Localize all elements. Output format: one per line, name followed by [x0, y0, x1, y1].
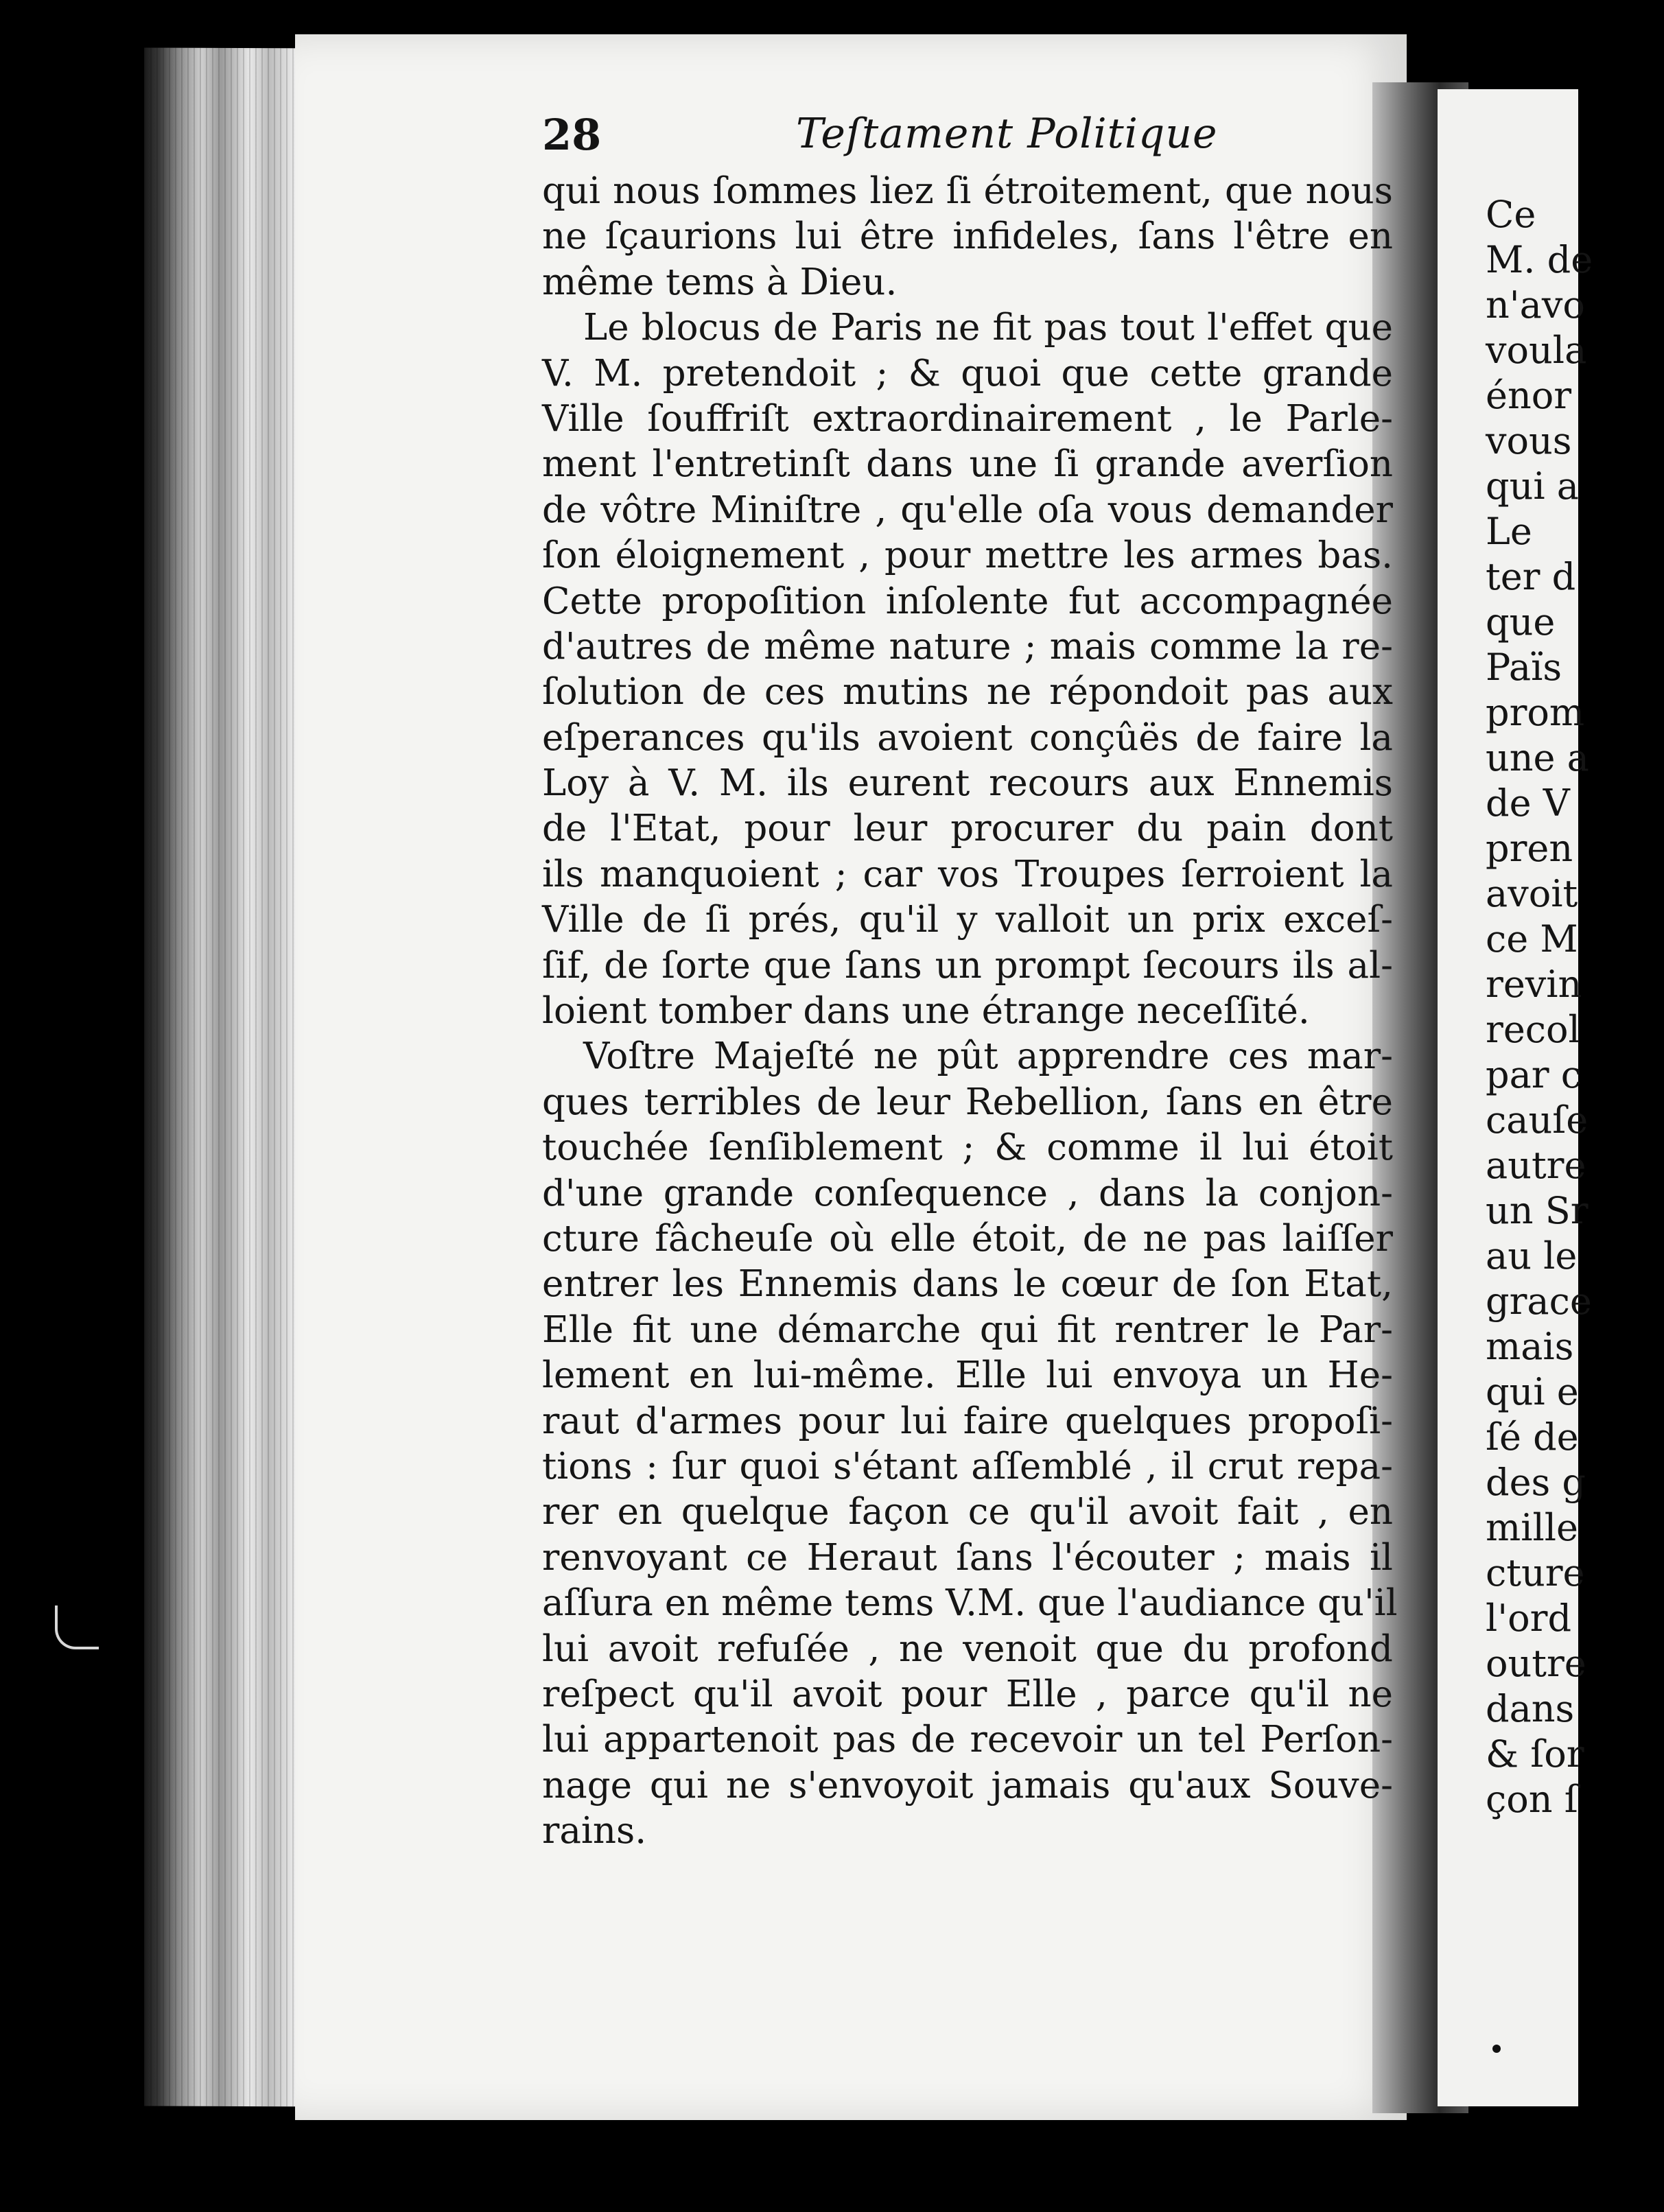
facing-text-line: au le: [1486, 1234, 1578, 1278]
page-number: 28: [542, 110, 602, 160]
facing-text-line: ter d: [1486, 555, 1576, 598]
facing-text-line: un Sr: [1486, 1189, 1589, 1232]
facing-text-line: prom: [1486, 691, 1585, 734]
text-line: ne ſçaurions lui être infideles, ſans l'être en: [542, 215, 1393, 258]
text-line: Loy à V. M. ils eurent recours aux Ennemis: [542, 762, 1393, 805]
facing-text-line: vous: [1486, 419, 1572, 462]
facing-text-line: Ce: [1486, 193, 1536, 236]
text-line: V. M. pretendoit ; & quoi que cette grande: [542, 352, 1393, 395]
text-line: qui nous ſommes liez ſi étroitement, que nous: [542, 170, 1393, 212]
facing-text-line: ce M: [1486, 917, 1578, 961]
text-line: ques terribles de leur Rebellion, ſans en être: [542, 1081, 1393, 1123]
facing-text-line: n'avo: [1486, 283, 1585, 327]
text-line: lui appartenoit pas de recevoir un tel Perſon-: [542, 1719, 1393, 1761]
facing-text-line: outre: [1486, 1642, 1586, 1685]
page-header: [542, 110, 1393, 172]
text-line: loient tomber dans une étrange neceſſité.: [542, 990, 1310, 1033]
facing-text-line: de V: [1486, 781, 1570, 825]
text-line: lement en lui-même. Elle lui envoya un He-: [542, 1354, 1393, 1397]
facing-text-line: que: [1486, 600, 1556, 644]
text-line: aſſura en même tems V.M. que l'audiance qu'il: [542, 1582, 1398, 1625]
text-line: lui avoit refuſée , ne venoit que du profond: [542, 1627, 1393, 1670]
text-line: cture fâcheuſe où elle étoit, de ne pas laiſſer: [542, 1217, 1393, 1260]
facing-text-line: grace: [1486, 1280, 1592, 1323]
text-line: ſon éloignement , pour mettre les armes bas.: [542, 534, 1393, 577]
facing-text-line: énor: [1486, 374, 1572, 417]
facing-text-line: çon ſ: [1486, 1778, 1578, 1821]
facing-text-line: pren: [1486, 827, 1573, 870]
text-line: rer en quelque façon ce qu'il avoit fait , en: [542, 1491, 1393, 1533]
text-line: Cette propoſition inſolente fut accompagnée: [542, 580, 1393, 622]
facing-text-line: autre: [1486, 1144, 1586, 1187]
facing-text-line: mille: [1486, 1506, 1578, 1549]
text-line: Ville ſouffriſt extraordinairement , le Parle-: [542, 397, 1393, 440]
facing-text-line: mais: [1486, 1325, 1574, 1368]
text-line: de vôtre Miniſtre , qu'elle oſa vous demander: [542, 489, 1393, 531]
facing-page-text: [1486, 192, 1664, 1822]
text-line: ils manquoient ; car vos Troupes ſerroient la: [542, 853, 1393, 895]
text-line: entrer les Ennemis dans le cœur de ſon Etat,: [542, 1263, 1393, 1306]
text-line: nage qui ne s'envoyoit jamais qu'aux Souve-: [542, 1764, 1393, 1807]
page-body-text: [542, 169, 1398, 1854]
facing-text-line: recol: [1486, 1008, 1580, 1051]
facing-text-line: ſé de: [1486, 1415, 1579, 1459]
text-line: tions : ſur quoi s'étant aſſemblé , il crut repa-: [542, 1445, 1393, 1487]
ink-dot: [1492, 2045, 1501, 2053]
text-line: d'une grande conſequence , dans la conjon-: [542, 1172, 1393, 1214]
facing-text-line: qui a: [1486, 464, 1579, 508]
facing-page: [1438, 89, 1593, 2106]
text-line: renvoyant ce Heraut ſans l'écouter ; mais il: [542, 1536, 1393, 1579]
facing-text-line: voula: [1486, 329, 1587, 372]
facing-text-line: & ſor: [1486, 1732, 1584, 1776]
text-line: ſolution de ces mutins ne répondoit pas aux: [542, 671, 1393, 714]
facing-text-line: qui e: [1486, 1370, 1579, 1413]
facing-text-line: cauſe: [1486, 1098, 1589, 1142]
text-line: d'autres de même nature ; mais comme la re-: [542, 625, 1393, 668]
facing-text-line: cture: [1486, 1551, 1585, 1595]
text-line: Elle fit une démarche qui fit rentrer le Par-: [542, 1308, 1393, 1351]
text-line: ſif, de ſorte que ſans un prompt ſecours ils al-: [542, 944, 1393, 987]
text-line: de l'Etat, pour leur procurer du pain dont: [542, 808, 1393, 850]
facing-text-line: revin: [1486, 963, 1582, 1006]
facing-text-line: l'ord: [1486, 1597, 1572, 1640]
text-line: Le blocus de Paris ne fit pas tout l'effet que: [583, 307, 1393, 349]
text-line: Ville de ſi prés, qu'il y valloit un prix exceſ-: [542, 899, 1393, 941]
running-title: Teſtament Politique: [796, 110, 1218, 158]
text-line: eſperances qu'ils avoient conçûës de faire la: [542, 716, 1393, 759]
text-line: Voſtre Majeſté ne pût apprendre ces mar-: [583, 1035, 1393, 1078]
facing-text-line: une a: [1486, 736, 1589, 779]
facing-text-line: Païs: [1486, 646, 1562, 689]
text-line: touchée ſenſiblement ; & comme il lui étoit: [542, 1127, 1393, 1169]
text-line: reſpect qu'il avoit pour Elle , parce qu'il ne: [542, 1673, 1393, 1715]
text-line: raut d'armes pour lui faire quelques propoſi-: [542, 1400, 1393, 1442]
facing-text-line: dans: [1486, 1687, 1575, 1730]
corner-mark: [55, 1605, 99, 1649]
text-line: ment l'entretinſt dans une ſi grande averſion: [542, 443, 1393, 486]
text-line: même tems à Dieu.: [542, 261, 898, 303]
facing-text-line: avoit: [1486, 872, 1578, 915]
facing-text-line: Le: [1486, 510, 1532, 553]
text-line: rains.: [542, 1810, 647, 1852]
facing-text-line: des g: [1486, 1461, 1586, 1504]
facing-text-line: M. de: [1486, 238, 1593, 281]
facing-text-line: par c: [1486, 1053, 1582, 1096]
